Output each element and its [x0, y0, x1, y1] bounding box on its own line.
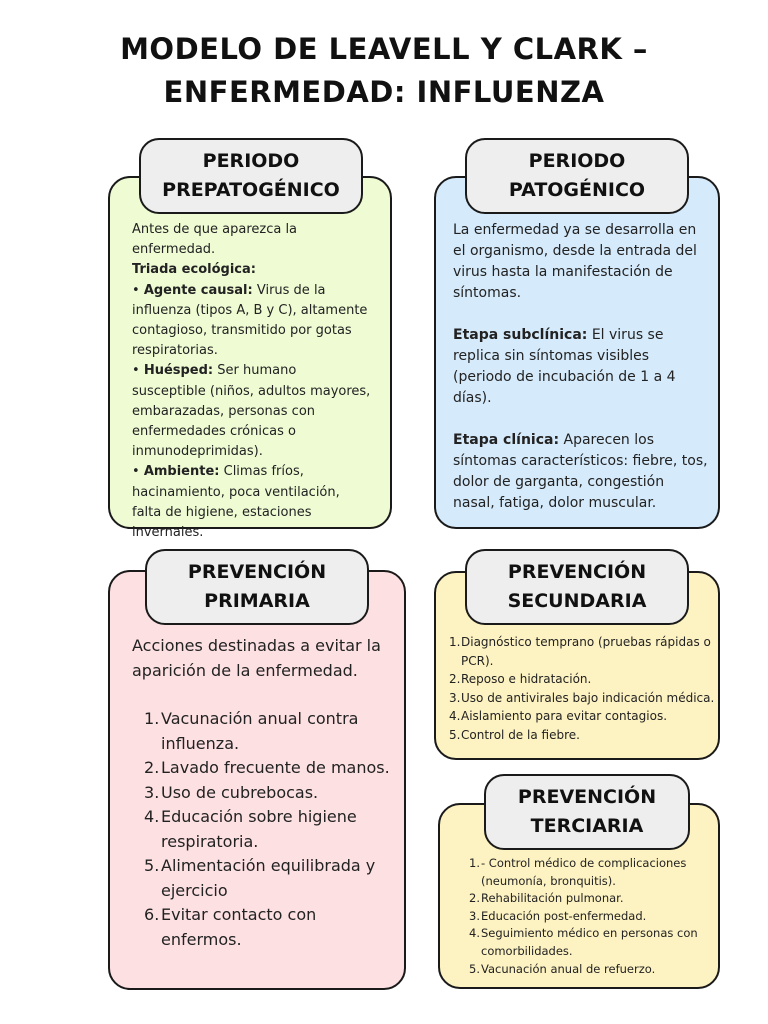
etapa-text: Aparecen los síntomas característicos: fiebre, tos, dolor de garganta, congestión nasal, fatiga, dolor muscular. — [453, 432, 708, 511]
primaria-label-line-1: PREVENCIÓN — [187, 561, 327, 583]
patogenico-label-line-2: PATOGÉNICO — [508, 179, 646, 201]
triada-term: Huésped: — [143, 363, 214, 379]
list-item: Educación post-enfermedad. — [481, 908, 647, 923]
title-line-2: ENFERMEDAD: INFLUENZA — [163, 75, 605, 109]
patogenico-label-line-1: PERIODO — [528, 150, 626, 172]
prepatogenico-label — [139, 138, 363, 214]
list-item: Aislamiento para evitar contagios. — [461, 709, 668, 723]
etapa-term: Etapa subclínica: — [453, 327, 588, 343]
triada-text: Climas fríos, hacinamiento, poca ventilación, falta de higiene, estaciones invernales. — [132, 464, 340, 541]
etapa-term: Etapa clínica: — [453, 432, 560, 448]
etapa-subclinica — [453, 325, 708, 409]
triada-text: Ser humano susceptible (niños, adultos mayores, embarazadas, personas con enfermedades crónicas o inmunodeprimidas). — [132, 363, 371, 460]
patogenico-content — [453, 220, 708, 514]
title-line-1: MODELO DE LEAVELL Y CLARK – — [120, 32, 648, 66]
prepatogenico-label-line-1: PERIODO — [202, 150, 300, 172]
prepatogenico-content — [132, 220, 372, 543]
secundaria-list — [449, 633, 715, 744]
terciaria-list — [469, 855, 709, 978]
list-item: - Control médico de complicaciones (neumonía, bronquitis). — [481, 856, 687, 888]
primaria-label-line-2: PRIMARIA — [204, 590, 310, 612]
triada-heading: Triada ecológica: — [132, 262, 256, 278]
prepatogenico-label-line-2: PREPATOGÉNICO — [162, 179, 340, 201]
terciaria-label — [484, 774, 690, 850]
terciaria-label-line-1: PREVENCIÓN — [517, 786, 657, 808]
patogenico-label — [465, 138, 689, 214]
secundaria-label — [465, 549, 689, 625]
etapa-text: El virus se replica sin síntomas visibles (periodo de incubación de 1 a 4 días). — [453, 327, 676, 406]
secundaria-content — [449, 633, 715, 744]
prepatogenico-intro: Antes de que aparezca la enfermedad. — [132, 222, 298, 258]
primaria-content — [132, 634, 392, 952]
list-item: Educación sobre higiene respiratoria. — [161, 807, 357, 851]
list-item: Uso de cubrebocas. — [161, 782, 319, 802]
terciaria-label-line-2: TERCIARIA — [530, 815, 644, 837]
list-item: Seguimiento médico en personas con comorbilidades. — [481, 926, 698, 958]
secundaria-label-line-2: SECUNDARIA — [507, 590, 647, 612]
primaria-list — [132, 707, 392, 952]
triada-item-agente: • Agente causal: Virus de la influenza (tipos A, B y C), altamente contagioso, transmitido por gotas respiratorias. — [132, 282, 368, 359]
terciaria-content — [469, 855, 709, 978]
page-title — [0, 28, 768, 114]
list-item: Alimentación equilibrada y ejercicio — [161, 856, 376, 900]
list-item: Control de la fiebre. — [461, 727, 580, 742]
triada-term: Agente causal: — [143, 282, 253, 298]
list-item: Vacunación anual contra influenza. — [161, 709, 359, 753]
list-item: Uso de antivirales bajo indicación médica. — [461, 690, 715, 705]
list-item: Vacunación anual de refuerzo. — [481, 961, 656, 976]
list-item: Reposo e hidratación. — [461, 672, 592, 686]
primaria-intro: Acciones destinadas a evitar la aparición de la enfermedad. — [132, 636, 381, 680]
etapa-clinica — [453, 430, 708, 514]
primaria-label — [145, 549, 369, 625]
patogenico-intro: La enfermedad ya se desarrolla en el organismo, desde la entrada del virus hasta la manifestación de síntomas. — [453, 222, 697, 301]
secundaria-label-line-1: PREVENCIÓN — [507, 561, 647, 583]
list-item: Lavado frecuente de manos. — [161, 758, 390, 777]
triada-text: Virus de la influenza (tipos A, B y C), altamente contagioso, transmitido por gotas respiratorias. — [132, 282, 368, 359]
list-item: Evitar contacto con enfermos. — [161, 905, 317, 949]
list-item: Diagnóstico temprano (pruebas rápidas o PCR). — [461, 635, 711, 668]
list-item: Rehabilitación pulmonar. — [481, 891, 624, 906]
triada-item-huesped: • Huésped: Ser humano susceptible (niños, adultos mayores, embarazadas, personas con enfermedades crónicas o inmunodeprimidas). — [132, 363, 371, 460]
triada-item-ambiente: • Ambiente: Climas fríos, hacinamiento, poca ventilación, falta de higiene, estaciones invernales. — [132, 464, 340, 541]
triada-term: Ambiente: — [143, 464, 220, 480]
